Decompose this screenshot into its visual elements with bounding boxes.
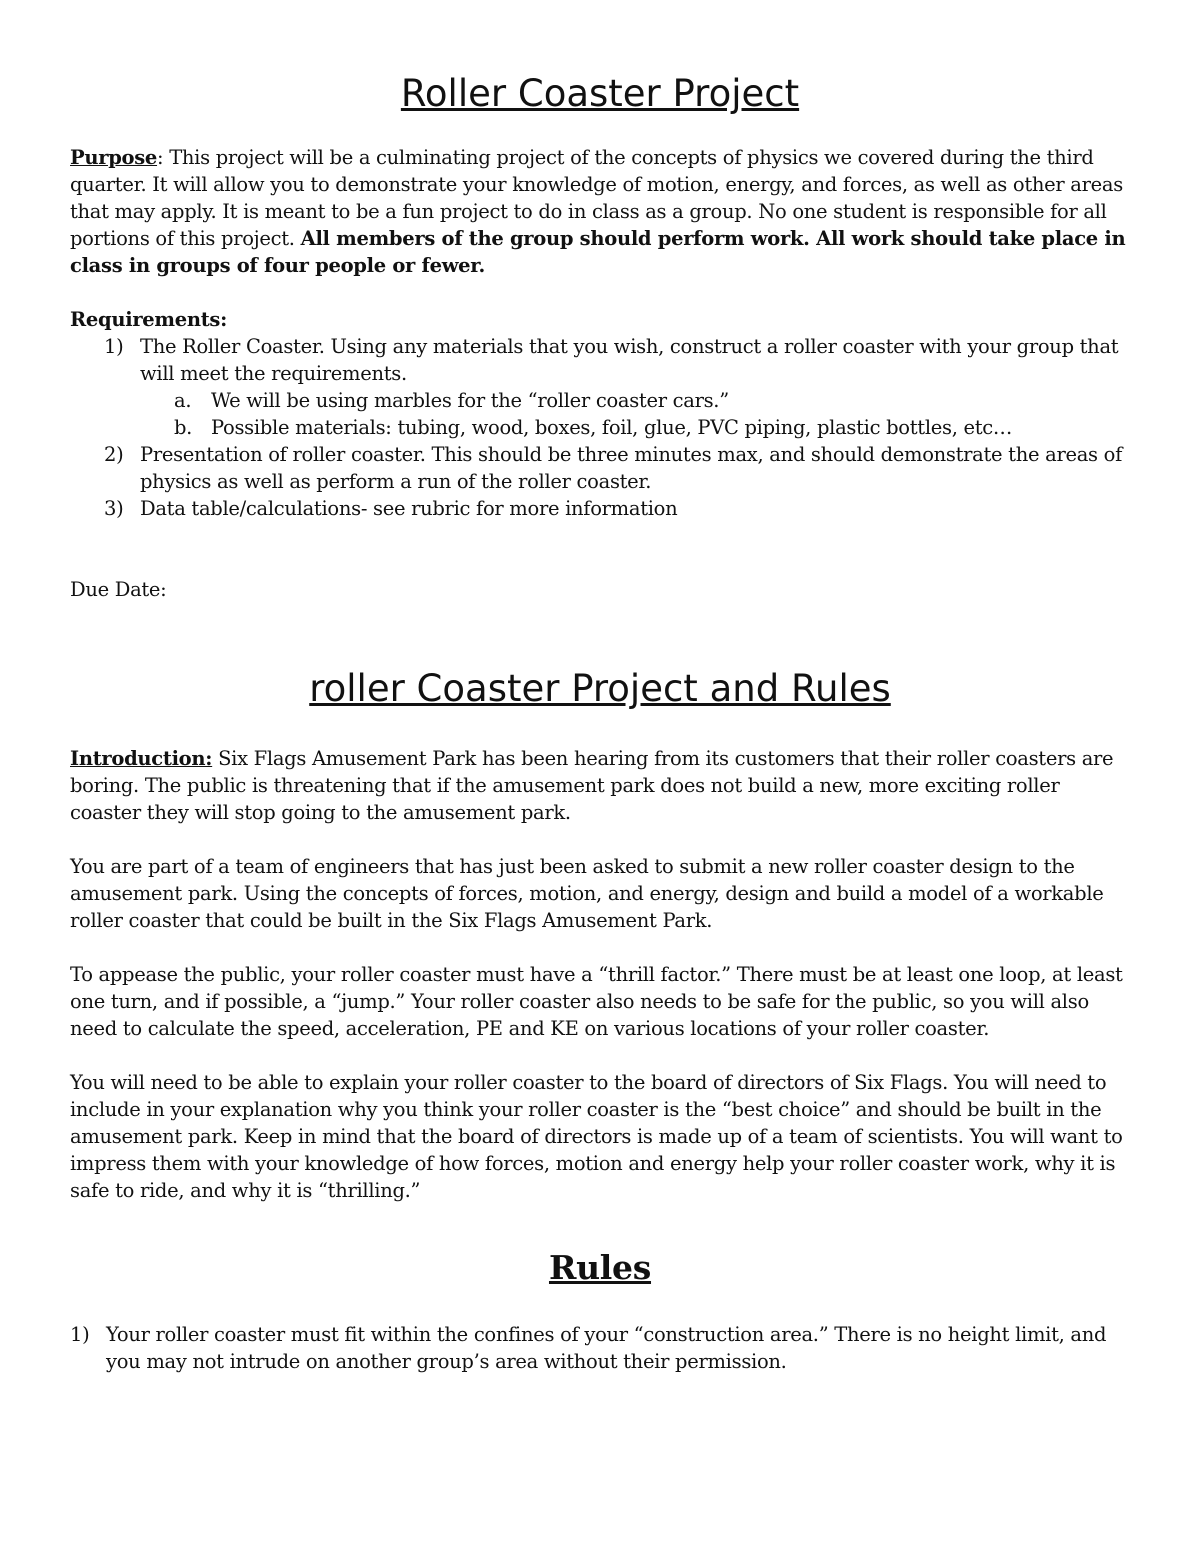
requirement-subitem: [140, 414, 1130, 441]
requirements-heading: Requirements:: [70, 308, 228, 331]
requirement-text: Presentation of roller coaster. This should be three minutes max, and should demonstrate the areas of physics as well as perform a run of the roller coaster.: [140, 443, 1122, 493]
page-title: Roller Coaster Project: [400, 72, 800, 115]
introduction-label: Introduction:: [70, 747, 213, 770]
body-paragraph: You will need to be able to explain your roller coaster to the board of directors of Six Flags. You will need to include in your explanation why you think your roller coaster is the “best choice” and should be built in the amusement park. Keep in mind that the board of directors is made up of a team of scientists. You will want to impress them with your knowledge of how forces, motion and energy help your roller coaster work, why it is safe to ride, and why it is “thrilling.”: [70, 1071, 1123, 1202]
requirement-subitem: [140, 387, 1130, 414]
rule-item: [70, 1321, 1130, 1375]
requirement-text: The Roller Coaster. Using any materials that you wish, construct a roller coaster with your group that will meet the requirements.: [140, 335, 1119, 385]
requirement-item: [70, 441, 1130, 495]
section-title: roller Coaster Project and Rules: [309, 667, 891, 710]
purpose-bold-text: All members of the group should perform work. All work should take place in class in groups of four people or fewer.: [70, 227, 1126, 277]
requirement-text: Data table/calculations- see rubric for more information: [140, 497, 678, 520]
list-marker: 1): [70, 1323, 90, 1346]
due-date-label: Due Date:: [70, 578, 167, 601]
requirement-sublist: [140, 387, 1130, 441]
requirement-item: [70, 495, 1130, 522]
purpose-paragraph: [70, 144, 1130, 279]
rule-text: Your roller coaster must fit within the confines of your “construction area.” There is no height limit, and you may not intrude on another group’s area without their permission.: [106, 1323, 1107, 1373]
list-marker: 1): [104, 335, 124, 358]
list-marker: b.: [174, 416, 193, 439]
introduction-paragraph: [70, 745, 1130, 826]
requirement-item: [70, 333, 1130, 441]
purpose-text: : This project will be a culminating project of the concepts of physics we covered during the third quarter. It will allow you to demonstrate your knowledge of motion, energy, and forces, as well as other areas that may apply. It is meant to be a fun project to do in class as a group. No one student is responsible for all portions of this project.: [70, 146, 1123, 250]
rules-list: [70, 1321, 1130, 1375]
body-paragraph: You are part of a team of engineers that has just been asked to submit a new roller coaster design to the amusement park. Using the concepts of forces, motion, and energy, design and build a model of a workable roller coaster that could be built in the Six Flags Amusement Park.: [70, 855, 1104, 932]
introduction-text: Six Flags Amusement Park has been hearing from its customers that their roller coasters are boring. The public is threatening that if the amusement park does not build a new, more exciting roller coaster they will stop going to the amusement park.: [70, 747, 1114, 824]
list-marker: 3): [104, 497, 124, 520]
requirement-subitem-text: We will be using marbles for the “roller coaster cars.”: [211, 389, 729, 412]
document-page: [70, 0, 1130, 1375]
requirement-subitem-text: Possible materials: tubing, wood, boxes, foil, glue, PVC piping, plastic bottles, etc…: [211, 416, 1013, 439]
body-paragraph: To appease the public, your roller coaster must have a “thrill factor.” There must be at least one loop, at least one turn, and if possible, a “jump.” Your roller coaster also needs to be safe for the public, so you will also need to calculate the speed, acceleration, PE and KE on various locations of your roller coaster.: [70, 963, 1123, 1040]
list-marker: 2): [104, 443, 124, 466]
list-marker: a.: [174, 389, 192, 412]
rules-heading: Rules: [548, 1248, 652, 1287]
requirements-list: [70, 333, 1130, 522]
purpose-label: Purpose: [70, 146, 158, 169]
